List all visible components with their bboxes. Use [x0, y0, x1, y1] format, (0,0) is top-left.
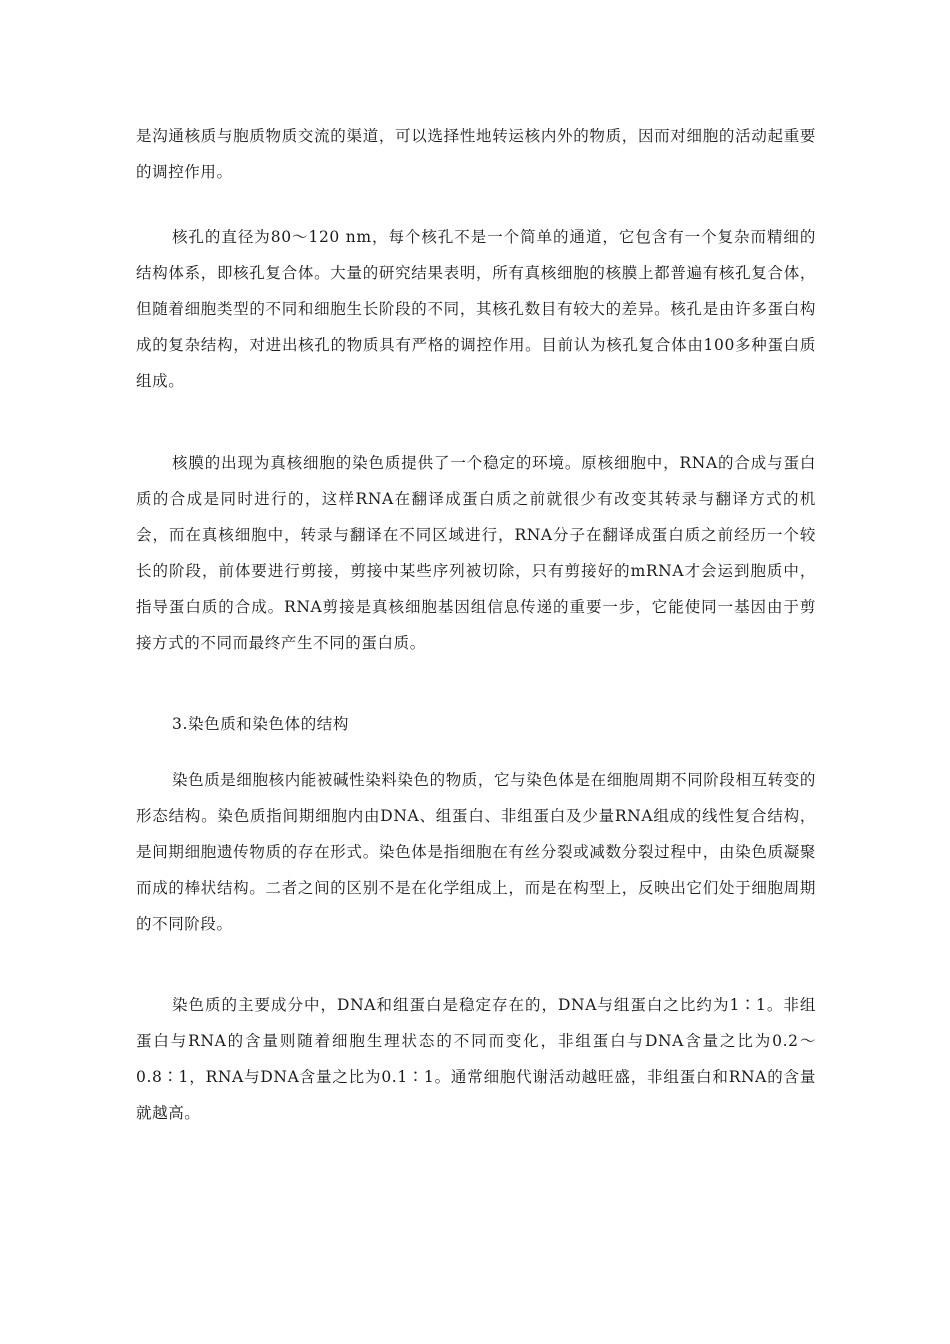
paragraph-nuclear-pore-function: 是沟通核质与胞质物质交流的渠道，可以选择性地转运核内外的物质，因而对细胞的活动起重要的调控作用。 [136, 127, 816, 181]
paragraph-chromatin-composition: 染色质的主要成分中，DNA和组蛋白是稳定存在的，DNA与组蛋白之比约为1∶1。非组蛋白与RNA的含量则随着细胞生理状态的不同而变化，非组蛋白与DNA含量之比为0.2～0.8∶1，RNA与DNA含量之比为0.1∶1。通常细胞代谢活动越旺盛，非组蛋白和RNA的含量就越高。 [136, 996, 816, 1122]
paragraph-nuclear-envelope-rna: 核膜的出现为真核细胞的染色质提供了一个稳定的环境。原核细胞中，RNA的合成与蛋白质的合成是同时进行的，这样RNA在翻译成蛋白质之前就很少有改变其转录与翻译方式的机会，而在真核细胞中，转录与翻译在不同区域进行，RNA分子在翻译成蛋白质之前经历一个较长的阶段，前体要进行剪接，剪接中某些序列被切除，只有剪接好的mRNA才会运到胞质中，指导蛋白质的合成。RNA剪接是真核细胞基因组信息传递的重要一步，它能使同一基因由于剪接方式的不同而最终产生不同的蛋白质。 [136, 454, 816, 652]
paragraph-nuclear-pore-complex: 核孔的直径为80～120 nm，每个核孔不是一个简单的通道，它包含有一个复杂而精细的结构体系，即核孔复合体。大量的研究结果表明，所有真核细胞的核膜上都普遍有核孔复合体，但随着细胞类型的不同和细胞生长阶段的不同，其核孔数目有较大的差异。核孔是由许多蛋白构成的复杂结构，对进出核孔的物质具有严格的调控作用。目前认为核孔复合体由100多种蛋白质组成。 [136, 228, 816, 390]
section-heading-chromatin-structure: 3.染色质和染色体的结构 [172, 715, 349, 733]
paragraph-chromatin-definition: 染色质是细胞核内能被碱性染料染色的物质，它与染色体是在细胞周期不同阶段相互转变的形态结构。染色质指间期细胞内由DNA、组蛋白、非组蛋白及少量RNA组成的线性复合结构，是间期细胞遗传物质的存在形式。染色体是指细胞在有丝分裂或减数分裂过程中，由染色质凝聚而成的棒状结构。二者之间的区别不是在化学组成上，而是在构型上，反映出它们处于细胞周期的不同阶段。 [136, 771, 817, 933]
